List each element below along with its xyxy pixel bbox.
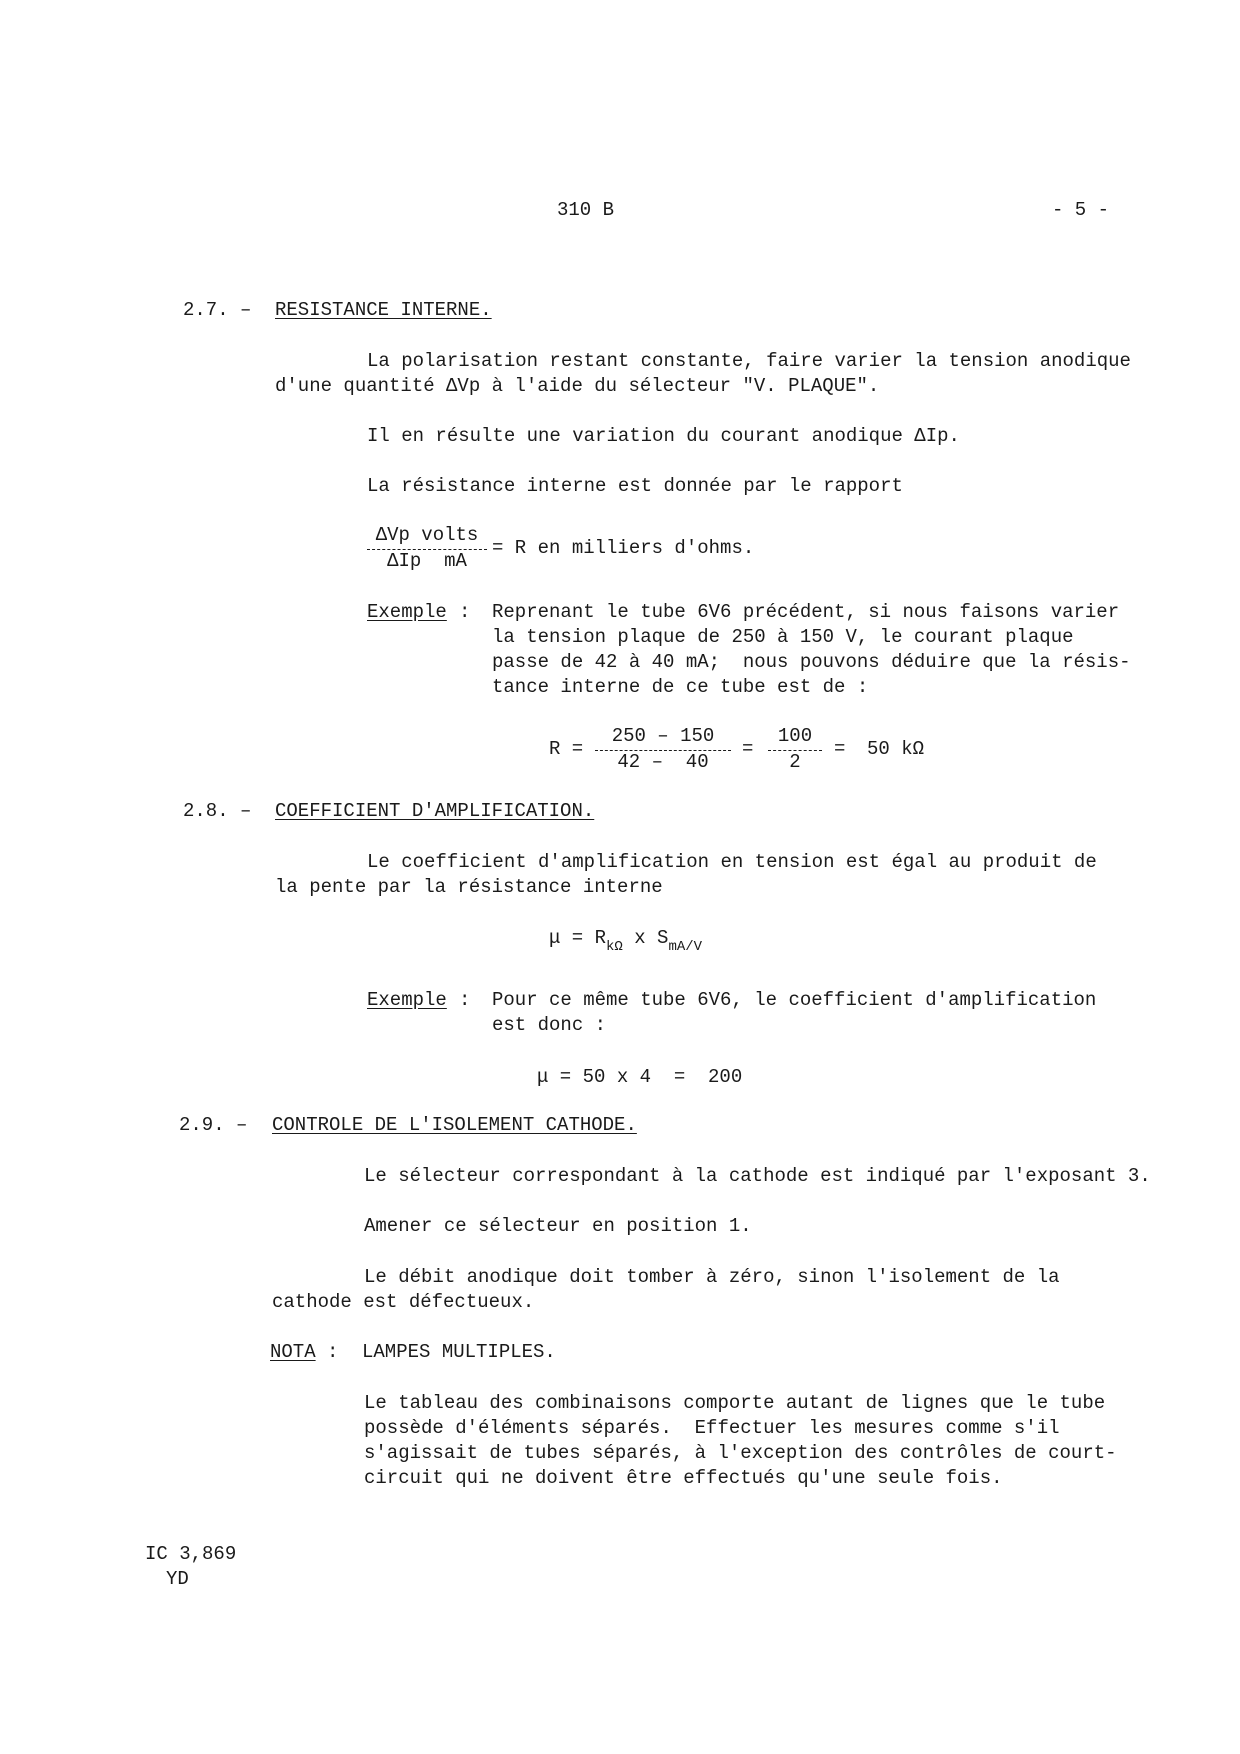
nota-title: LAMPES MULTIPLES. — [362, 1341, 556, 1363]
calc-equals-2: = — [742, 738, 754, 760]
calc-result: 50 kΩ — [867, 738, 925, 760]
ratio-denominator: ΔIp mA — [387, 550, 467, 572]
ratio-numerator: ΔVp volts — [375, 524, 479, 546]
s27-example-line-3: passe de 42 à 40 mA; nous pouvons déduire que la résis- — [492, 651, 1131, 673]
calc-numerator-1: 250 – 150 — [611, 725, 715, 747]
nota-line-4: circuit qui ne doivent être effectués qu'une seule fois. — [364, 1467, 1003, 1489]
s28-paragraph-1-line-1: Le coefficient d'amplification en tension est égal au produit de — [367, 851, 1097, 873]
s27-example-colon: : — [459, 601, 471, 623]
s27-example-line-4: tance interne de ce tube est de : — [492, 676, 869, 698]
footer-reference: IC 3,869 — [145, 1543, 237, 1565]
s28-example-colon: : — [459, 989, 471, 1011]
section-title-controle: CONTROLE DE L'ISOLEMENT CATHODE. — [272, 1114, 637, 1136]
s29-paragraph-3-line-2: cathode est défectueux. — [272, 1291, 535, 1313]
mu-formula-sub-s: mA/V — [668, 939, 703, 955]
mu-formula-r: μ = R — [549, 927, 607, 949]
page-number: - 5 - — [1052, 199, 1110, 221]
nota-line-2: possède d'éléments séparés. Effectuer les mesures comme s'il — [364, 1417, 1060, 1439]
section-title-coefficient: COEFFICIENT D'AMPLIFICATION. — [275, 800, 595, 822]
s28-calculation: μ = 50 x 4 = 200 — [537, 1066, 743, 1088]
section-number-2-8: 2.8. – — [183, 800, 252, 822]
mu-formula-sub-r: kΩ — [606, 939, 623, 955]
s29-paragraph-1: Le sélecteur correspondant à la cathode est indiqué par l'exposant 3. — [364, 1165, 1151, 1187]
s27-paragraph-2: Il en résulte une variation du courant anodique ΔIp. — [367, 425, 960, 447]
nota-colon: : — [327, 1341, 339, 1363]
ratio-result: = R en milliers d'ohms. — [492, 537, 755, 559]
calc-equals-3: = — [834, 738, 846, 760]
calc-r-lhs: R = — [549, 738, 584, 760]
nota-line-3: s'agissait de tubes séparés, à l'exception des contrôles de court- — [364, 1442, 1117, 1464]
doc-reference: 310 B — [557, 199, 615, 221]
section-number-2-9: 2.9. – — [179, 1114, 248, 1136]
section-title-resistance-interne: RESISTANCE INTERNE. — [275, 299, 492, 321]
s28-example-label: Exemple — [367, 989, 447, 1011]
mu-formula — [549, 927, 703, 955]
s27-paragraph-3: La résistance interne est donnée par le rapport — [367, 475, 903, 497]
footer-initials: YD — [166, 1568, 189, 1590]
calc-denominator-1: 42 – 40 — [617, 751, 709, 773]
nota-label: NOTA — [270, 1341, 316, 1363]
s28-example-line-2: est donc : — [492, 1014, 607, 1036]
s29-paragraph-3-line-1: Le débit anodique doit tomber à zéro, sinon l'isolement de la — [364, 1266, 1060, 1288]
s27-paragraph-1-line-1: La polarisation restant constante, faire varier la tension anodique — [367, 350, 1131, 372]
calc-denominator-2: 2 — [789, 751, 801, 773]
nota-line-1: Le tableau des combinaisons comporte autant de lignes que le tube — [364, 1392, 1106, 1414]
calc-numerator-2: 100 — [777, 725, 813, 747]
s29-paragraph-2: Amener ce sélecteur en position 1. — [364, 1215, 752, 1237]
section-number-2-7: 2.7. – — [183, 299, 252, 321]
s28-paragraph-1-line-2: la pente par la résistance interne — [275, 876, 663, 898]
s27-example-label: Exemple — [367, 601, 447, 623]
s28-example-line-1: Pour ce même tube 6V6, le coefficient d'amplification — [492, 989, 1097, 1011]
s27-paragraph-1-line-2: d'une quantité ΔVp à l'aide du sélecteur "V. PLAQUE". — [275, 375, 880, 397]
s27-example-line-2: la tension plaque de 250 à 150 V, le courant plaque — [492, 626, 1074, 648]
s27-example-line-1: Reprenant le tube 6V6 précédent, si nous faisons varier — [492, 601, 1120, 623]
mu-formula-s: x S — [622, 927, 669, 949]
